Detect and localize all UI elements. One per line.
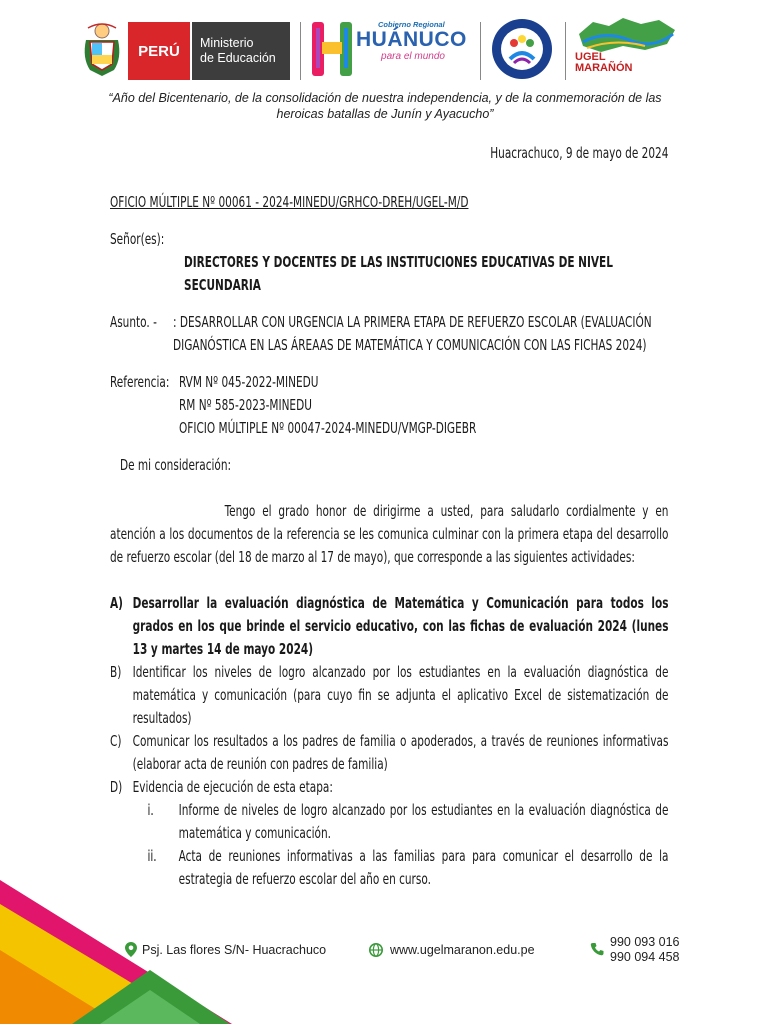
huanuco-h-logo-icon (310, 18, 354, 80)
list-item (110, 592, 668, 661)
referencia-item: RM Nº 585-2023-MINEDU (179, 396, 312, 414)
peru-coat-of-arms-icon (80, 20, 124, 78)
evidence-item (110, 799, 668, 845)
salutation-label: Señor(es): (110, 230, 165, 248)
gobierno-regional-label: Cobierno Regional (378, 20, 445, 29)
list-item (110, 730, 668, 776)
referencia-label: Referencia: (110, 373, 170, 391)
recipients-line-1: DIRECTORES Y DOCENTES DE LAS INSTITUCIONES EDUCATIVAS DE NIVEL (184, 253, 613, 271)
list-item-text: Desarrollar la evaluación diagnóstica de Matemática y Comunicación para todos los grados en los que brinde el servicio educativo, con las fichas de evaluación 2024 (lunes 13 y martes 14 de mayo 2024) (132, 594, 669, 658)
direccion-regional-educacion-seal-icon (490, 17, 554, 81)
minedu-line2: de Educación (200, 51, 276, 65)
footer-phone[interactable]: 990 094 458 (610, 950, 680, 964)
recipients-line-2: SECUNDARIA (184, 276, 261, 294)
asunto-label: Asunto. - (110, 313, 157, 331)
evidence-item-text: Informe de niveles de logro alcanzado por los estudiantes en la evaluación diagnóstica de matemática y comunicación. (178, 801, 669, 842)
oficio-number: OFICIO MÚLTIPLE Nº 00061 - 2024-MINEDU/GRHCO-DREH/UGEL-M/D (110, 193, 469, 211)
referencia-item: OFICIO MÚLTIPLE Nº 00047-2024-MINEDU/VMGP-DIGEBR (179, 419, 477, 437)
evidence-item-text: Acta de reuniones informativas a las familias para para comunicar el desarrollo de la estrategia de refuerzo escolar del año en curso. (178, 847, 669, 888)
asunto-line-1: : DESARROLLAR CON URGENCIA LA PRIMERA ETAPA DE REFUERZO ESCOLAR (EVALUACIÓN (173, 313, 652, 331)
greeting: De mi consideración: (120, 456, 232, 474)
evidence-marker: ii. (147, 847, 157, 865)
place-date: Huacrachuco, 9 de mayo de 2024 (489, 144, 668, 162)
activities-list (110, 592, 668, 891)
peru-brand: PERÚ (128, 22, 190, 80)
minedu-brand (192, 22, 290, 80)
location-pin-icon (125, 942, 137, 957)
year-motto: “Año del Bicentenario, de la consolidación de nuestra independencia, y de la conmemoración de las heroicas batallas de Junín y Ayacucho” (108, 91, 662, 121)
list-item-text: Identificar los niveles de logro alcanzado por los estudiantes en la evaluación diagnóstica de matemática y comunicación (para cuyo fin se adjunta el aplicativo Excel de sistematización de resultados) (132, 663, 669, 727)
ugel-map-icon (575, 16, 680, 56)
letterhead-logos (80, 14, 680, 86)
footer-phones (610, 935, 680, 965)
list-item-text: Comunicar los resultados a los padres de familia o apoderados, a través de reuniones informativas (elaborar acta de reunión con padres de familia) (132, 732, 669, 773)
list-marker: A) (110, 594, 123, 612)
asunto-line-2: DIGANÓSTICA EN LAS ÁREAAS DE MATEMÁTICA Y COMUNICACIÓN CON LAS FICHAS 2024) (173, 336, 647, 354)
globe-icon (369, 943, 383, 957)
logo-divider (565, 22, 566, 80)
list-item (110, 776, 668, 799)
ugel-maranon-logo (575, 16, 680, 84)
footer-phone[interactable]: 990 093 016 (610, 935, 680, 949)
minedu-line1: Ministerio (200, 36, 254, 50)
footer (0, 880, 768, 1024)
list-marker: C) (110, 732, 122, 750)
huanuco-tagline: para el mundo (381, 51, 445, 62)
logo-divider (480, 22, 481, 80)
list-item-text: Evidencia de ejecución de esta etapa: (132, 778, 333, 796)
footer-address: Psj. Las flores S/N- Huacrachuco (142, 943, 327, 957)
huanuco-label: HUÁNUCO (356, 28, 467, 51)
footer-website[interactable]: www.ugelmaranon.edu.pe (390, 943, 535, 957)
intro-paragraph: Tengo el grado honor de dirigirme a usted, para saludarlo cordialmente y en atención a los documentos de la referencia se les comunica culminar con la primera etapa del desarrollo de refuerzo escolar (del 18 de marzo al 17 de mayo), que corresponde a las siguientes actividades: (110, 502, 669, 566)
evidence-marker: i. (147, 801, 154, 819)
referencia-item: RVM Nº 045-2022-MINEDU (179, 373, 319, 391)
gobierno-regional-huanuco (356, 20, 470, 80)
list-item (110, 661, 668, 730)
phone-icon (590, 942, 604, 956)
ugel-name: UGEL MARAÑÓN (575, 51, 633, 74)
list-marker: B) (110, 663, 122, 681)
logo-divider (300, 22, 301, 80)
list-marker: D) (110, 778, 123, 796)
